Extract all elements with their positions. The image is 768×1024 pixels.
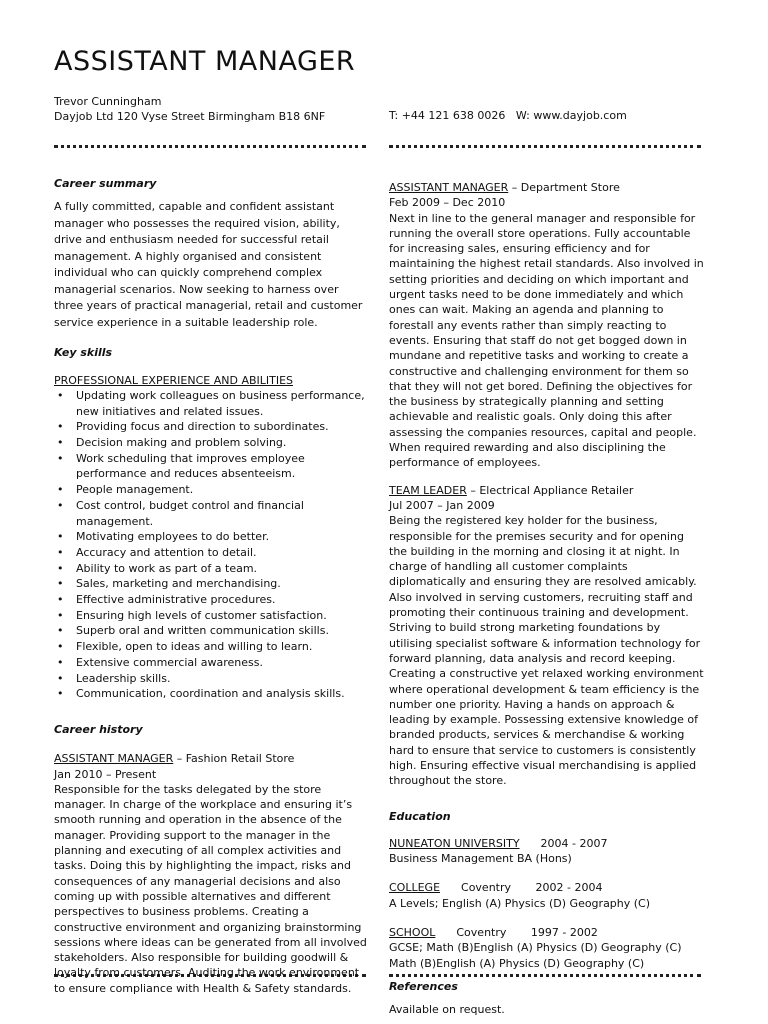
list-item: • Work scheduling that improves employee performance and reduces absenteeism. (54, 451, 370, 482)
education-years: 2004 - 2007 (540, 836, 608, 850)
career-summary-text: A fully committed, capable and confident assistant manager who possesses the required vision, ability, drive and enthusiasm needed for successful retail management. A highly organised and consistent individual who can quickly comprehend complex managerial scenarios. Now seeking to harness over three years of practical managerial, retail and customer service experience in a suitable leadership role. (54, 200, 363, 329)
job-description: Next in line to the general manager and responsible for running the overall store operations. Fully accountable for increasing sales, ensuring efficiency and for maintaining the highest retail standards. Also involved in setting priorities and deciding on which important and urgent tasks need to be done immediately and which ones can wait. Making an agenda and planning to forestall any events rather than simply reacting to events. Ensuring that staff do not get bogged down in mundane and repetitive tasks and working to create a constructive and challenging environment for them so that they will not get bored. Defining the objectives for the business by strategically planning and setting achievable and realistic goals. Only doing this after assessing the companies resources, capital and people. When required rewarding and also disciplining the performance of employees. (389, 211, 704, 470)
job-header (54, 751, 370, 766)
job-employer: – Department Store (508, 181, 620, 194)
list-item: • Communication, coordination and analysis skills. (54, 686, 370, 702)
job-employer: – Electrical Appliance Retailer (466, 483, 634, 497)
education-place: Coventry (461, 881, 512, 895)
list-item: • Providing focus and direction to subordinates. (54, 419, 370, 435)
institution-name: COLLEGE (389, 881, 441, 895)
list-item: • Effective administrative procedures. (54, 592, 370, 608)
job-dates: Jan 2010 – Present (54, 767, 157, 781)
address-line: Dayjob Ltd 120 Vyse Street Birmingham B18 6NF (54, 110, 326, 123)
job-employer: – Fashion Retail Store (173, 752, 295, 766)
list-item: • Ensuring high levels of customer satisfaction. (54, 608, 370, 624)
right-column (389, 180, 704, 1018)
list-item: • Sales, marketing and merchandising. (54, 576, 370, 592)
education-detail: Math (B)English (A) Physics (D) Geography (C) (389, 956, 645, 970)
education-entry-school (389, 925, 704, 940)
list-item: • Ability to work as part of a team. (54, 561, 370, 577)
institution-name: SCHOOL (389, 926, 436, 940)
key-skills-subheading: PROFESSIONAL EXPERIENCE AND ABILITIES (54, 373, 294, 387)
job-title: TEAM LEADER (389, 483, 467, 497)
job-description: Responsible for the tasks delegated by the store manager. In charge of the workplace and ensuring it’s smooth running and operation in the absence of the manager. Providing support to the manager in the planning and executing of all complex activities and tasks. Doing this by highlighting the impact, risks and consequences of any managerial decisions and also coming up with possible alternatives and different perspectives to business problems. Creating a constructive environment and organizing brainstorming sessions where ideas can be generated from all involved stakeholders. Also responsible for building goodwill & loyalty from customers. Auditing the work environment to ensure compliance with Health & Safety standards. (54, 782, 367, 995)
references-text: Available on request. (389, 1003, 505, 1017)
education-detail: Business Management BA (Hons) (389, 852, 572, 866)
list-item: • Leadership skills. (54, 671, 370, 687)
list-item: • Superb oral and written communication skills. (54, 623, 370, 639)
job-dates: Jul 2007 – Jan 2009 (389, 498, 495, 512)
education-years: 1997 - 2002 (530, 926, 598, 940)
list-item: • Extensive commercial awareness. (54, 655, 370, 671)
divider-top-left (54, 145, 366, 148)
candidate-name: Trevor Cunningham (54, 95, 162, 108)
skills-list (54, 388, 370, 702)
key-skills-heading: Key skills (54, 346, 113, 360)
references-heading: References (389, 979, 458, 993)
institution-name: NUNEATON UNIVERSITY (389, 836, 520, 850)
job-title: ASSISTANT MANAGER (54, 752, 174, 766)
job-header (389, 180, 704, 195)
education-years: 2002 - 2004 (535, 881, 603, 895)
job-dates: Feb 2009 – Dec 2010 (389, 196, 506, 210)
list-item: • Flexible, open to ideas and willing to learn. (54, 639, 370, 655)
education-detail: GCSE; Math (B)English (A) Physics (D) Geography (C) (389, 941, 682, 955)
education-detail: A Levels; English (A) Physics (D) Geography (C) (389, 896, 651, 910)
career-summary-heading: Career summary (54, 177, 157, 190)
left-column (54, 176, 370, 996)
list-item: • Accuracy and attention to detail. (54, 545, 370, 561)
job-title: ASSISTANT MANAGER (389, 181, 509, 194)
page-title: ASSISTANT MANAGER (54, 46, 356, 77)
education-heading: Education (389, 809, 451, 823)
education-entry-college (389, 880, 704, 895)
job-header (389, 483, 704, 498)
education-place: Coventry (456, 926, 507, 940)
list-item: • People management. (54, 482, 370, 498)
job-description: Being the registered key holder for the business, responsible for the premises security and for opening the building in the morning and closing it at night. In charge of handling all customer complaints diplomatically and ensuring they are resolved amicably. Also involved in serving customers, recruiting staff and promoting their continuous training and development. Striving to build strong marketing foundations by utilising specialist software & information technology for forward planning, data analysis and record keeping. Creating a constructive yet relaxed working environment where operational development & team efficiency is the number one priority. Having a hands on approach & leading by example. Possessing extensive knowledge of branded products, services & merchandise & working hard to ensure that service to customers is consistently high. Ensuring effective visual merchandising is applied throughout the store. (389, 514, 704, 788)
list-item: • Decision making and problem solving. (54, 435, 370, 451)
list-item: • Motivating employees to do better. (54, 529, 370, 545)
divider-top-right (389, 145, 701, 148)
career-history-heading: Career history (54, 722, 143, 736)
list-item: • Updating work colleagues on business performance, new initiatives and related issues. (54, 388, 370, 419)
contact-line: T: +44 121 638 0026 W: www.dayjob.com (389, 109, 627, 122)
list-item: • Cost control, budget control and financial management. (54, 498, 370, 529)
education-entry-university (389, 836, 704, 851)
